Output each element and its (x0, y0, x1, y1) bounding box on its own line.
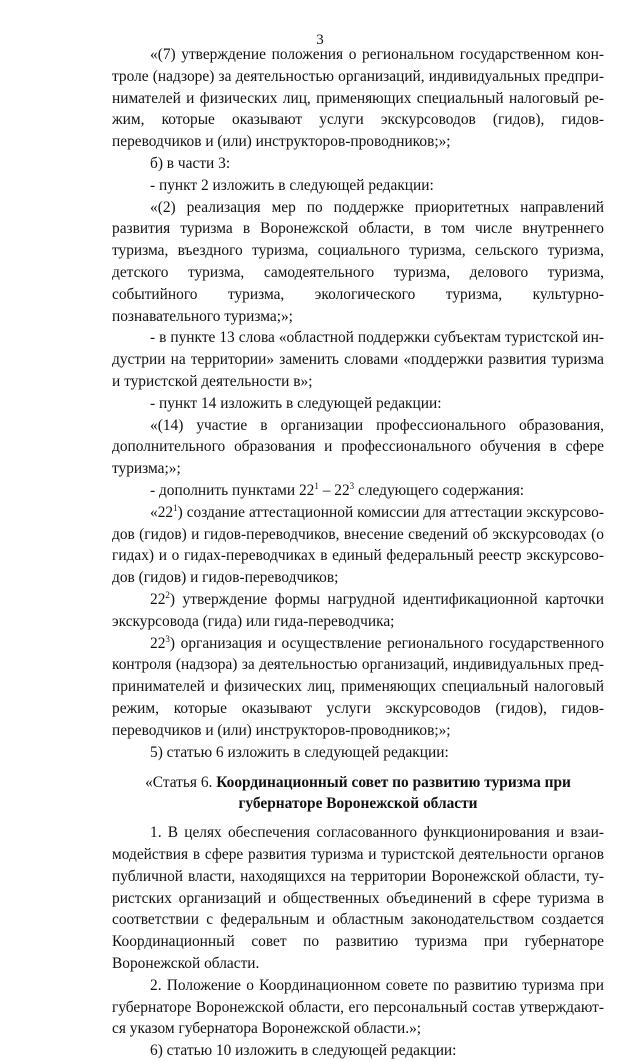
text-fragment: ) утверждение формы нагрудной идентификационной карточки экскурсовода (гида) или гида-переводчика; (112, 590, 604, 630)
text-fragment: ) организация и осуществление регионального государственного контроля (надзора) за деятельностью организаций, индивидуальных предпринимателей и физических лиц, применяющих специальный налоговый режим, которые оказывают услуги экскурсоводов (гидов), гидов-переводчиков и (или) инструкторов-проводников;»; (112, 634, 604, 739)
paragraph-points-22-intro (112, 480, 604, 502)
paragraph-point-2-intro: - пункт 2 изложить в следующей редакции: (150, 176, 434, 194)
text-fragment: 22 (150, 590, 166, 608)
heading-title: Координационный совет по развитию туризма при губернаторе Воронежской области (216, 774, 571, 813)
superscript: 1 (314, 480, 319, 491)
paragraph-point-22-1 (112, 502, 604, 589)
document-body (112, 44, 604, 1062)
paragraph-point-22-3 (112, 633, 604, 742)
superscript: 2 (165, 589, 170, 600)
text-fragment: - дополнить пунктами 22 (150, 481, 315, 499)
page-number: 3 (316, 32, 324, 48)
heading-prefix: «Статья 6. (145, 774, 217, 792)
text-fragment: – 22 (318, 481, 350, 499)
paragraph-point-14-text: «(14) участие в организации профессионального образования, дополнительного образования и профессионального обучения в сфере туризма;»; (112, 416, 604, 478)
paragraph-article-10-intro: 6) статью 10 изложить в следующей редакции: (150, 1042, 457, 1060)
superscript: 3 (349, 480, 355, 491)
paragraph-item-7: «(7) утверждение положения о региональном государственном контроле (надзоре) за деятельностью организаций, индивидуальных предпринимателей и физических лиц, применяющих специальный налоговый режим, которые оказывают услуги экскурсоводов (гидов), гидов-переводчиков и (или) инструкторов-проводников;»; (112, 46, 604, 151)
paragraph-point-22-2 (112, 589, 604, 633)
paragraph-article-6-intro: 5) статью 6 изложить в следующей редакции: (150, 743, 449, 761)
paragraph-point-14-intro: - пункт 14 изложить в следующей редакции: (150, 394, 442, 412)
paragraph-point-13: - в пункте 13 слова «областной поддержки субъектам туристской индустрии на территории» заменить словами «поддержки развития туризма и туристской деятельности в»; (112, 329, 604, 390)
paragraph-part-3: б) в части 3: (150, 154, 231, 172)
superscript: 3 (165, 633, 170, 644)
text-fragment: ) создание аттестационной комиссии для аттестации экскурсоводов (гидов) и гидов-переводчиков, внесение сведений об экскурсоводах (о гидах) и о гидах-переводчиках в единый федеральный реестр экскурсоводов (гидов) и гидов-переводчиков; (112, 503, 604, 587)
text-fragment: «22 (150, 503, 174, 521)
text-fragment: следующего содержания: (354, 481, 525, 499)
text-fragment: 22 (150, 634, 166, 652)
superscript: 1 (173, 502, 178, 513)
paragraph-article-6-part-2: 2. Положение о Координационном совете по развитию туризма при губернаторе Воронежской области, его персональный состав утверждаются указом губернатора Воронежской области.»; (112, 976, 604, 1038)
paragraph-point-2-text: «(2) реализация мер по поддержке приоритетных направлений развития туризма в Воронежской области, в том числе внутреннего туризма, въездного туризма, социального туризма, сельского туризма, детского туризма, самодеятельного туризма, делового туризма, событийного туризма, экологического туризма, культурно-познавательного туризма;»; (112, 198, 604, 325)
paragraph-article-6-part-1: 1. В целях обеспечения согласованного функционирования и взаимодействия в сфере развития туризма и туристской деятельности органов публичной власти, находящихся на территории Воронежской области, туристских организаций и общественных объединений в сфере туризма в соответствии с федеральным и областным законодательством создается Координационный совет по развитию туризма при губернаторе Воронежской области. (112, 824, 604, 973)
article-6-heading (112, 772, 604, 814)
